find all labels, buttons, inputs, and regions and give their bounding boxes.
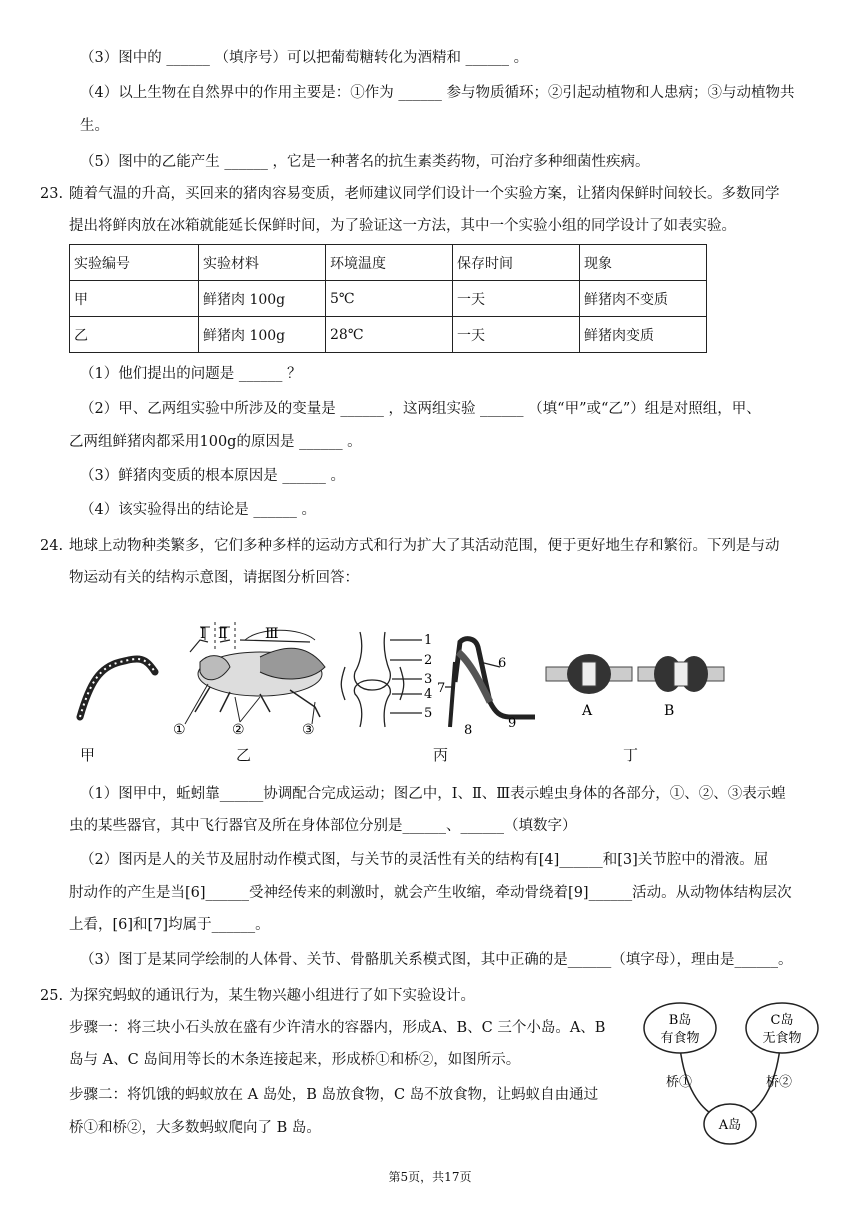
table-header-cell: 实验编号 <box>70 245 199 281</box>
q23-part2-line2: 乙两组鲜猪肉都采用100g的原因是 ______ 。 <box>69 434 362 450</box>
q24-part1-line2: 虫的某些器官，其中飞行器官及所在身体部位分别是______、______（填数字） <box>69 818 577 834</box>
roman-label: Ⅲ <box>265 626 279 642</box>
joint-number: 6 <box>498 656 507 671</box>
table-cell: 甲 <box>70 281 199 317</box>
island-c-title: C岛 <box>770 1013 794 1028</box>
joint-number: 2 <box>424 653 433 668</box>
q23-part3: （3）鲜猪肉变质的根本原因是 ______ 。 <box>80 468 345 484</box>
q22-part4-line2: 生。 <box>80 118 109 134</box>
q25-step1-line1: 步骤一：将三块小石头放在盛有少许清水的容器内，形成A、B、C 三个小岛。A、B <box>69 1020 606 1036</box>
table-header-cell: 保存时间 <box>453 245 580 281</box>
q22-part3: （3）图中的 ______ （填序号）可以把葡萄糖转化为酒精和 ______ 。 <box>80 50 529 66</box>
island-b-title: B岛 <box>668 1013 692 1028</box>
bone-label: A <box>582 703 593 719</box>
joint-drawing <box>341 632 535 727</box>
q24-stem-line1: 地球上动物种类繁多，它们多种多样的运动方式和行为扩大了其活动范围，便于更好地生存和繁衍。下列是与动 <box>69 538 780 554</box>
experiment-table <box>69 244 707 353</box>
figure-label-ding: 丁 <box>623 746 639 764</box>
joint-number: 5 <box>424 706 433 721</box>
table-cell: 一天 <box>453 281 580 317</box>
q24-part2-line1: （2）图丙是人的关节及屈肘动作模式图，与关节的灵活性有关的结构有[4]______和[3]关节腔中的滑液。屈 <box>80 852 769 868</box>
joint-number: 1 <box>424 633 433 648</box>
table-cell: 鲜猪肉变质 <box>580 317 707 353</box>
ant-island-figure <box>630 998 830 1148</box>
q25-step2-line2: 桥①和桥②，大多数蚂蚁爬向了 B 岛。 <box>69 1120 321 1136</box>
island-a-title: A岛 <box>718 1118 742 1133</box>
table-cell: 鲜猪肉 100g <box>199 317 326 353</box>
q24-part2-line3: 上看，[6]和[7]均属于______。 <box>69 917 270 933</box>
table-header-cell: 现象 <box>580 245 707 281</box>
table-cell: 乙 <box>70 317 199 353</box>
q25-step2-line1: 步骤二：将饥饿的蚂蚁放在 A 岛处，B 岛放食物，C 岛不放食物，让蚂蚁自由通过 <box>69 1087 599 1103</box>
q25-number: 25. <box>40 988 64 1004</box>
q24-part3: （3）图丁是某同学绘制的人体骨、关节、骨骼肌关系模式图，其中正确的是______（填字母），理由是______。 <box>80 952 793 968</box>
circled-label: ② <box>232 722 245 738</box>
grasshopper-drawing <box>185 622 325 724</box>
roman-label: Ⅰ <box>200 626 206 642</box>
table-row <box>70 281 707 317</box>
table-cell: 鲜猪肉不变质 <box>580 281 707 317</box>
joint-number: 8 <box>464 723 473 738</box>
table-header-cell: 环境温度 <box>326 245 453 281</box>
q23-part1: （1）他们提出的问题是 ______ ？ <box>80 366 302 382</box>
page-footer: 第5页，共17页 <box>388 1170 472 1184</box>
bridge-1-label: 桥① <box>666 1075 693 1090</box>
figure-label-bing: 丙 <box>433 746 449 764</box>
table-cell: 鲜猪肉 100g <box>199 281 326 317</box>
table-row <box>70 317 707 353</box>
table-cell: 28℃ <box>326 317 453 353</box>
circled-label: ③ <box>302 722 315 738</box>
q23-part4: （4）该实验得出的结论是 ______ 。 <box>80 502 316 518</box>
table-header-cell: 实验材料 <box>199 245 326 281</box>
earthworm-drawing <box>80 659 155 717</box>
table-cell: 一天 <box>453 317 580 353</box>
island-c-note: 无食物 <box>762 1031 802 1046</box>
q23-part2-line1: （2）甲、乙两组实验中所涉及的变量是 ______ ，这两组实验 ______ （填“甲”或“乙”）组是对照组，甲、 <box>80 401 761 417</box>
q22-part4-line1: （4）以上生物在自然界中的作用主要是：①作为 ______ 参与物质循环；②引起动植物和人患病；③与动植物共 <box>80 85 795 101</box>
circled-label: ① <box>173 722 186 738</box>
bone-model-a <box>546 654 632 694</box>
q24-stem-line2: 物运动有关的结构示意图，请据图分析回答： <box>69 570 359 586</box>
q23-stem-line1: 随着气温的升高，买回来的猪肉容易变质，老师建议同学们设计一个实验方案，让猪肉保鲜时间较长。多数同学 <box>69 186 780 202</box>
bone-label: B <box>664 703 675 719</box>
bridge-2-label: 桥② <box>766 1075 793 1090</box>
joint-number: 7 <box>437 681 446 696</box>
roman-label: Ⅱ <box>218 626 228 642</box>
table-cell: 5℃ <box>326 281 453 317</box>
bone-model-b <box>638 656 724 692</box>
q24-part2-line2: 肘动作的产生是当[6]______受神经传来的刺激时，就会产生收缩，牵动骨绕着[9]______活动。从动物体结构层次 <box>69 885 792 901</box>
q25-step1-line2: 岛与 A、C 岛间用等长的木条连接起来，形成桥①和桥②，如图所示。 <box>69 1052 521 1068</box>
joint-number: 3 <box>424 672 433 687</box>
figure-label-yi: 乙 <box>236 746 252 764</box>
table-header-row <box>70 245 707 281</box>
joint-number: 9 <box>508 716 517 731</box>
joint-number: 4 <box>424 687 433 702</box>
q25-stem: 为探究蚂蚁的通讯行为，某生物兴趣小组进行了如下实验设计。 <box>69 988 475 1004</box>
q24-part1-line1: （1）图甲中，蚯蚓靠______协调配合完成运动；图乙中，Ⅰ、Ⅱ、Ⅲ表示蝗虫身体的各部分，①、②、③表示蝗 <box>80 786 786 802</box>
q24-number: 24. <box>40 538 64 554</box>
q22-part5: （5）图中的乙能产生 ______ ，它是一种著名的抗生素类药物，可治疗多种细菌性疾病。 <box>80 154 650 170</box>
q23-number: 23. <box>40 186 64 202</box>
island-b-note: 有食物 <box>660 1031 700 1046</box>
figure-label-jia: 甲 <box>80 746 96 764</box>
q23-stem-line2: 提出将鲜肉放在冰箱就能延长保鲜时间，为了验证这一方法，其中一个实验小组的同学设计了如表实验。 <box>69 218 736 234</box>
